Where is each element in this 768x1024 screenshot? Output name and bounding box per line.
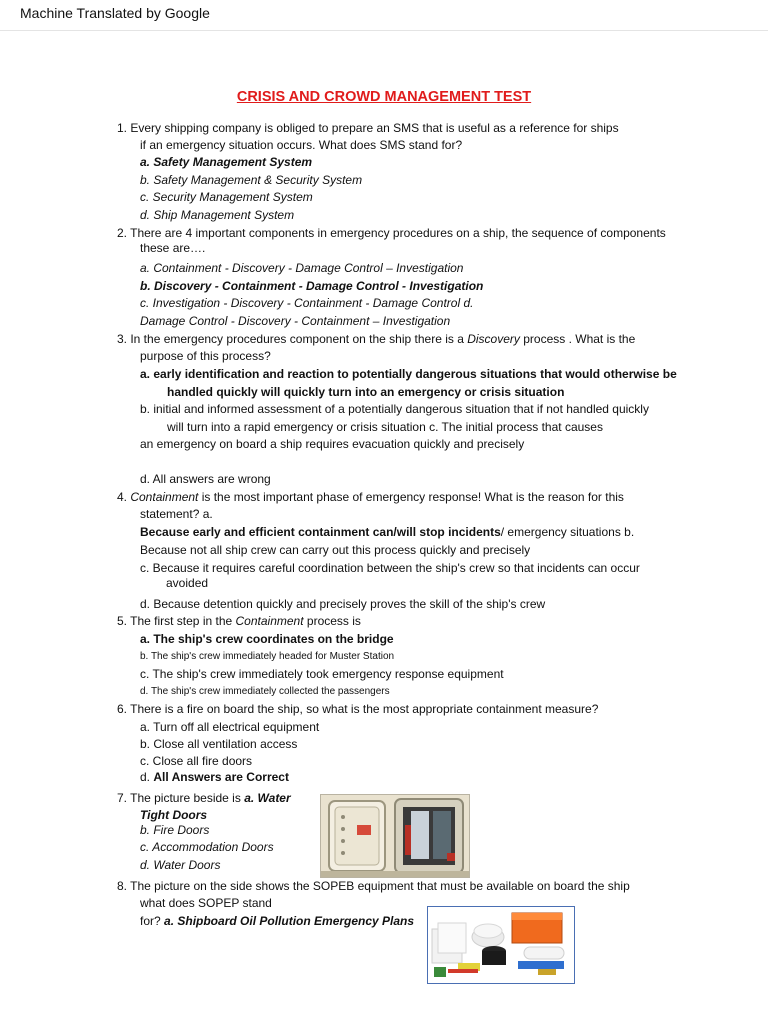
q3-option-b-line1: b. initial and informed assessment of a potentially dangerous situation that if not handled quickly: [140, 402, 649, 416]
q3-stem-line1: [117, 332, 635, 346]
q7-option-b: b. Fire Doors: [140, 823, 210, 837]
sopep-equipment-photo: [427, 906, 575, 984]
q5-stem: [117, 614, 361, 628]
q4-stem-line1: [117, 490, 624, 504]
q4-option-b: Because not all ship crew can carry out this process quickly and precisely: [140, 543, 531, 557]
q8-stem-line3: [140, 914, 414, 928]
q7-stem: [117, 791, 291, 805]
q2-stem-line1: 2. There are 4 important components in emergency procedures on a ship, the sequence of components: [117, 226, 666, 240]
q5-option-d: d. The ship's crew immediately collected the passengers: [140, 686, 390, 697]
q2-option-c: c. Investigation - Discovery - Containment - Damage Control d.: [140, 296, 474, 310]
q1-option-a: a. Safety Management System: [140, 155, 313, 169]
q2-option-a: a. Containment - Discovery - Damage Control – Investigation: [140, 261, 464, 275]
q5-stem-emphasis: Containment: [235, 614, 304, 628]
machine-translated-label: Machine Translated by Google: [20, 5, 210, 21]
q6-option-b: b. Close all ventilation access: [140, 737, 298, 751]
q1-option-b: b. Safety Management & Security System: [140, 173, 363, 187]
q4-option-a-rest: / emergency situations b.: [500, 525, 635, 539]
watertight-doors-illustration: [321, 795, 469, 877]
q5-option-c: c. The ship's crew immediately took emergency response equipment: [140, 667, 504, 681]
q6-option-d-prefix: d.: [140, 770, 154, 784]
q3-option-a-line1: a. early identification and reaction to potentially dangerous situations that would otherwise be: [140, 367, 677, 381]
q6-option-d: [140, 770, 289, 784]
q4-option-c-line1: c. Because it requires careful coordination between the ship's crew so that incidents can occur: [140, 561, 640, 575]
q7-option-d: d. Water Doors: [140, 858, 221, 872]
q5-stem-post: process is: [303, 614, 361, 628]
q4-option-c-line2: avoided: [166, 576, 209, 590]
q6-stem: 6. There is a fire on board the ship, so what is the most appropriate containment measure?: [117, 702, 599, 716]
q1-stem-line1: 1. Every shipping company is obliged to prepare an SMS that is useful as a reference for ships: [117, 121, 619, 135]
q1-option-d: d. Ship Management System: [140, 208, 295, 222]
q4-option-a: [140, 525, 634, 539]
q6-option-a: a. Turn off all electrical equipment: [140, 720, 320, 734]
q3-stem-line2: purpose of this process?: [140, 349, 271, 363]
q3-option-d: d. All answers are wrong: [140, 472, 271, 486]
q7-option-a-line1: a. Water: [244, 791, 291, 805]
q5-option-a: a. The ship's crew coordinates on the bridge: [140, 632, 394, 646]
document-title: CRISIS AND CROWD MANAGEMENT TEST: [236, 89, 532, 105]
q6-option-d-bold: All Answers are Correct: [153, 770, 289, 784]
q4-number: 4.: [117, 490, 131, 504]
q8-stem-line2: what does SOPEP stand: [140, 896, 272, 910]
q1-stem-line2: if an emergency situation occurs. What does SMS stand for?: [140, 138, 463, 152]
q7-stem-pre: 7. The picture beside is: [117, 791, 245, 805]
q3-option-a-line2: handled quickly will quickly turn into an emergency or crisis situation: [167, 385, 565, 399]
q3-stem-pre: 3. In the emergency procedures component on the ship there is a: [117, 332, 468, 346]
q3-option-c-line2: an emergency on board a ship requires evacuation quickly and precisely: [140, 437, 525, 451]
q7-option-c: c. Accommodation Doors: [140, 840, 274, 854]
q2-option-b: b. Discovery - Containment - Damage Control - Investigation: [140, 279, 484, 293]
q4-option-a-bold: Because early and efficient containment can/will stop incidents: [140, 525, 501, 539]
q8-stem-line1: 8. The picture on the side shows the SOPEB equipment that must be available on board the ship: [117, 879, 630, 893]
q5-stem-pre: 5. The first step in the: [117, 614, 236, 628]
q1-option-c: c. Security Management System: [140, 190, 313, 204]
q2-option-d: Damage Control - Discovery - Containment – Investigation: [140, 314, 451, 328]
q8-option-a: a. Shipboard Oil Pollution Emergency Plans: [164, 914, 415, 928]
q3-option-b-line2: will turn into a rapid emergency or crisis situation c. The initial process that causes: [167, 420, 603, 434]
q7-option-a-line2: Tight Doors: [140, 808, 208, 822]
q3-stem-emphasis: Discovery: [467, 332, 520, 346]
sopep-equipment-illustration: [428, 907, 574, 983]
q4-stem-emphasis: Containment: [130, 490, 199, 504]
watertight-doors-photo: [320, 794, 470, 878]
q4-option-d: d. Because detention quickly and precisely proves the skill of the ship's crew: [140, 597, 546, 611]
q2-stem-line2: these are….: [140, 241, 206, 255]
q4-stem-post: is the most important phase of emergency response! What is the reason for this: [198, 490, 624, 504]
q4-stem-line2: statement? a.: [140, 507, 213, 521]
q8-stem-line3-pre: for?: [140, 914, 165, 928]
translation-header: [0, 0, 768, 31]
q3-stem-post: process . What is the: [519, 332, 636, 346]
q6-option-c: c. Close all fire doors: [140, 754, 253, 768]
q5-option-b: b. The ship's crew immediately headed for Muster Station: [140, 651, 395, 662]
